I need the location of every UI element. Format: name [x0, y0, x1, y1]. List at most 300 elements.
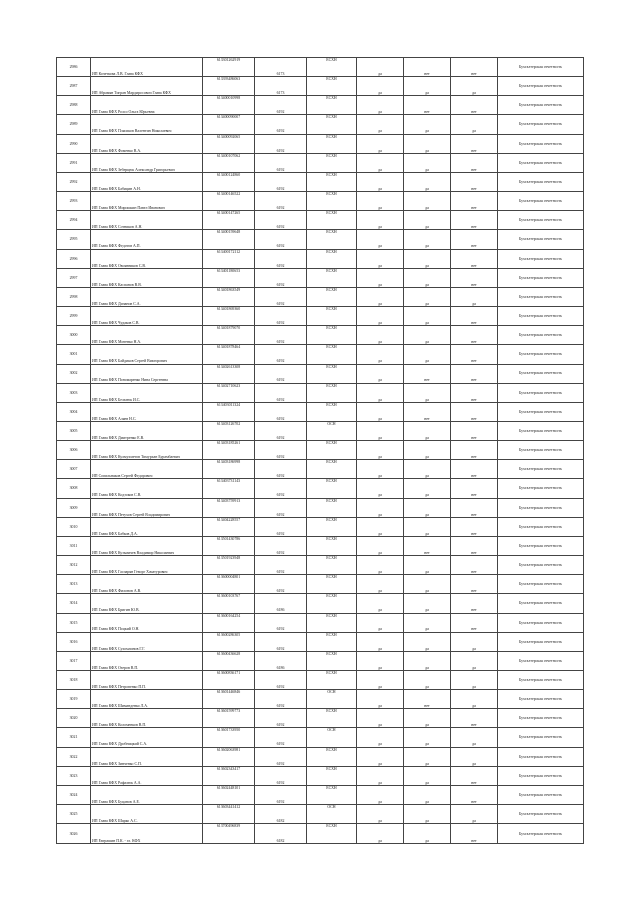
- inn: 613700496839: [203, 824, 255, 844]
- row-number: 3016: [57, 632, 91, 651]
- flag-b: нет: [404, 402, 451, 421]
- tax-office-code: 6192: [255, 268, 307, 287]
- tax-office-code: 6186: [255, 651, 307, 670]
- flag-a: да: [357, 728, 404, 747]
- tax-office-code: 6192: [255, 230, 307, 249]
- tax-office-code: 6192: [255, 785, 307, 804]
- report-type: Бухгалтерская отчетность: [498, 364, 584, 383]
- inn: 613403011324: [203, 402, 255, 421]
- tax-office-code: 6186: [255, 594, 307, 613]
- flag-b: да: [404, 115, 451, 134]
- flag-b: да: [404, 824, 451, 844]
- inn: 613400124860: [203, 172, 255, 191]
- flag-b: да: [404, 153, 451, 172]
- entity-name: ИП Глава КФХ Коломенков В.П.: [91, 709, 203, 728]
- inn: 613403731143: [203, 479, 255, 498]
- tax-office-code: 6192: [255, 192, 307, 211]
- flag-a: да: [357, 824, 404, 844]
- table-row: [57, 268, 584, 287]
- row-number: 3019: [57, 690, 91, 709]
- entity-name: ИП Глава КФХ Плясиков Валентин Николаевич: [91, 115, 203, 134]
- report-type: Бухгалтерская отчетность: [498, 651, 584, 670]
- flag-a: да: [357, 747, 404, 766]
- registry-table-sheet: [56, 57, 583, 844]
- tax-office-code: 6192: [255, 326, 307, 345]
- tax-office-code: 6192: [255, 479, 307, 498]
- flag-a: да: [357, 115, 404, 134]
- entity-name: ИП Глава КФХ Дробницкий С.А.: [91, 728, 203, 747]
- flag-c: да: [451, 805, 498, 824]
- tax-regime: ЕСХН: [307, 632, 357, 651]
- tax-regime: ОСН: [307, 728, 357, 747]
- report-type: Бухгалтерская отчетность: [498, 345, 584, 364]
- row-number: 3013: [57, 575, 91, 594]
- row-number: 3010: [57, 517, 91, 536]
- tax-office-code: 6192: [255, 115, 307, 134]
- entity-name: ИП Глава КФХ Филонов А.В.: [91, 575, 203, 594]
- tax-regime: ЕСХН: [307, 172, 357, 191]
- inn: 613600164254: [203, 613, 255, 632]
- report-type: Бухгалтерская отчетность: [498, 498, 584, 517]
- flag-b: да: [404, 383, 451, 402]
- report-type: Бухгалтерская отчетность: [498, 536, 584, 555]
- flag-c: нет: [451, 824, 498, 844]
- flag-b: да: [404, 172, 451, 191]
- table-row: [57, 728, 584, 747]
- table-row: [57, 249, 584, 268]
- row-number: 3004: [57, 402, 91, 421]
- entity-name: ИП Глава КФХ Буцанов А.Е.: [91, 785, 203, 804]
- entity-name: ИП Глава КФХ Кодзоков С.В.: [91, 479, 203, 498]
- row-number: 3023: [57, 766, 91, 785]
- report-type: Бухгалтерская отчетность: [498, 747, 584, 766]
- flag-b: нет: [404, 364, 451, 383]
- row-number: 2986: [57, 58, 91, 77]
- table-row: [57, 153, 584, 172]
- inn: 613400092065: [203, 134, 255, 153]
- tax-office-code: 6192: [255, 632, 307, 651]
- inn: 613401878464: [203, 345, 255, 364]
- flag-b: да: [404, 709, 451, 728]
- flag-c: нет: [451, 460, 498, 479]
- row-number: 2996: [57, 249, 91, 268]
- tax-regime: ЕСХН: [307, 134, 357, 153]
- flag-b: да: [404, 517, 451, 536]
- tax-office-code: 6182: [255, 824, 307, 844]
- entity-name: ИП Глава КФХ Поцкий О.Н.: [91, 613, 203, 632]
- tax-office-code: 6192: [255, 441, 307, 460]
- tax-office-code: 6192: [255, 96, 307, 115]
- inn: 613600436628: [203, 651, 255, 670]
- table-row: [57, 192, 584, 211]
- inn: 613501430786: [203, 536, 255, 555]
- flag-c: нет: [451, 479, 498, 498]
- entity-name: ИП Глава КФХ Кузьмичев Владимир Николаевич: [91, 536, 203, 555]
- entity-name: ИП Глава КФХ Шарко А.С.: [91, 805, 203, 824]
- inn: 613603441412: [203, 805, 255, 824]
- flag-a: да: [357, 249, 404, 268]
- flag-c: нет: [451, 383, 498, 402]
- row-number: 2991: [57, 153, 91, 172]
- tax-regime: ЕСХН: [307, 517, 357, 536]
- flag-b: нет: [404, 690, 451, 709]
- report-type: Бухгалтерская отчетность: [498, 613, 584, 632]
- tax-regime: ЕСХН: [307, 326, 357, 345]
- report-type: Бухгалтерская отчетность: [498, 556, 584, 575]
- tax-regime: ОСН: [307, 421, 357, 440]
- flag-b: да: [404, 421, 451, 440]
- report-type: Бухгалтерская отчетность: [498, 287, 584, 306]
- flag-b: да: [404, 230, 451, 249]
- flag-a: да: [357, 709, 404, 728]
- tax-regime: ЕСХН: [307, 58, 357, 77]
- flag-c: нет: [451, 556, 498, 575]
- flag-a: да: [357, 651, 404, 670]
- flag-a: да: [357, 613, 404, 632]
- flag-a: да: [357, 517, 404, 536]
- flag-c: нет: [451, 230, 498, 249]
- flag-c: нет: [451, 134, 498, 153]
- flag-b: да: [404, 728, 451, 747]
- inn: 613401180653: [203, 268, 255, 287]
- inn: 613403186998: [203, 460, 255, 479]
- row-number: 3025: [57, 805, 91, 824]
- row-number: 3001: [57, 345, 91, 364]
- row-number: 3014: [57, 594, 91, 613]
- tax-regime: ЕСХН: [307, 479, 357, 498]
- report-type: Бухгалтерская отчетность: [498, 690, 584, 709]
- entity-name: ИП Глава КФХ Шиманденко Л.А.: [91, 690, 203, 709]
- table-row: [57, 326, 584, 345]
- table-row: [57, 498, 584, 517]
- table-row: [57, 785, 584, 804]
- flag-c: нет: [451, 402, 498, 421]
- table-row: [57, 594, 584, 613]
- inn: 613601599773: [203, 709, 255, 728]
- table-row: [57, 671, 584, 690]
- flag-c: нет: [451, 153, 498, 172]
- report-type: Бухгалтерская отчетность: [498, 249, 584, 268]
- flag-a: да: [357, 345, 404, 364]
- table-row: [57, 613, 584, 632]
- table-row: [57, 77, 584, 96]
- table-row: [57, 307, 584, 326]
- tax-regime: ЕСХН: [307, 747, 357, 766]
- table-row: [57, 479, 584, 498]
- flag-a: да: [357, 326, 404, 345]
- inn: 613400107062: [203, 153, 255, 172]
- row-number: 3008: [57, 479, 91, 498]
- tax-regime: ЕСХН: [307, 498, 357, 517]
- tax-regime: ЕСХН: [307, 536, 357, 555]
- table-row: [57, 134, 584, 153]
- entity-name: ИП Глава КФХ Сухомлинов Г.Г.: [91, 632, 203, 651]
- entity-name: ИП Глава КФХ Гаспарян Геворг Хачатурович: [91, 556, 203, 575]
- entity-name: ИП Глава КФХ Кулмухметов Тимурхан Бурамбаевич: [91, 441, 203, 460]
- flag-b: да: [404, 575, 451, 594]
- row-number: 2988: [57, 96, 91, 115]
- report-type: Бухгалтерская отчетность: [498, 671, 584, 690]
- tax-regime: ЕСХН: [307, 671, 357, 690]
- inn: 613393486063: [203, 77, 255, 96]
- tax-office-code: 6192: [255, 460, 307, 479]
- flag-b: да: [404, 287, 451, 306]
- inn: 613403759913: [203, 498, 255, 517]
- tax-office-code: 6192: [255, 690, 307, 709]
- entity-name: ИП Глава КФХ Бабицин А.Н.: [91, 172, 203, 191]
- flag-a: да: [357, 230, 404, 249]
- table-row: [57, 383, 584, 402]
- tax-regime: ЕСХН: [307, 460, 357, 479]
- flag-a: да: [357, 575, 404, 594]
- entity-name: ИП Глава КФХ Петровенко П.П.: [91, 671, 203, 690]
- entity-name: ИП Глава КФХ Мирошкин Павел Иванович: [91, 192, 203, 211]
- tax-regime: ЕСХН: [307, 230, 357, 249]
- tax-office-code: 6192: [255, 709, 307, 728]
- flag-a: да: [357, 479, 404, 498]
- flag-a: да: [357, 556, 404, 575]
- inn: 613401863549: [203, 287, 255, 306]
- inn: 613301262919: [203, 58, 255, 77]
- flag-c: нет: [451, 307, 498, 326]
- flag-b: да: [404, 345, 451, 364]
- inn: 613600004801: [203, 575, 255, 594]
- tax-office-code: 6192: [255, 747, 307, 766]
- tax-regime: ЕСХН: [307, 613, 357, 632]
- row-number: 2987: [57, 77, 91, 96]
- tax-regime: ЕСХН: [307, 153, 357, 172]
- tax-regime: ЕСХН: [307, 594, 357, 613]
- inn: 613601446846: [203, 690, 255, 709]
- flag-c: нет: [451, 575, 498, 594]
- report-type: Бухгалтерская отчетность: [498, 211, 584, 230]
- tax-office-code: 6192: [255, 211, 307, 230]
- flag-b: нет: [404, 58, 451, 77]
- flag-c: нет: [451, 594, 498, 613]
- report-type: Бухгалтерская отчетность: [498, 115, 584, 134]
- table-row: [57, 766, 584, 785]
- tax-regime: ЕСХН: [307, 824, 357, 844]
- flag-a: да: [357, 96, 404, 115]
- tax-office-code: 6192: [255, 402, 307, 421]
- report-type: Бухгалтерская отчетность: [498, 153, 584, 172]
- flag-b: да: [404, 479, 451, 498]
- tax-office-code: 6192: [255, 671, 307, 690]
- table-row: [57, 441, 584, 460]
- flag-c: да: [451, 747, 498, 766]
- table-row: [57, 536, 584, 555]
- table-row: [57, 575, 584, 594]
- flag-c: да: [451, 690, 498, 709]
- tax-regime: ЕСХН: [307, 287, 357, 306]
- report-type: Бухгалтерская отчетность: [498, 460, 584, 479]
- flag-a: да: [357, 421, 404, 440]
- flag-c: нет: [451, 517, 498, 536]
- entity-name: ИП Глава КФХ Ролсо Ольга Юрьевна: [91, 96, 203, 115]
- tax-regime: ЕСХН: [307, 307, 357, 326]
- entity-name: ИП Глава КФХ Каспанов В.В.: [91, 268, 203, 287]
- tax-regime: ЕСХН: [307, 766, 357, 785]
- inn: 613400172112: [203, 249, 255, 268]
- tax-office-code: 6192: [255, 383, 307, 402]
- table-row: [57, 460, 584, 479]
- report-type: Бухгалтерская отчетность: [498, 479, 584, 498]
- flag-b: да: [404, 498, 451, 517]
- report-type: Бухгалтерская отчетность: [498, 230, 584, 249]
- entity-name: ИП Сопильняков Сергей Федорович: [91, 460, 203, 479]
- tax-office-code: 6192: [255, 575, 307, 594]
- flag-c: нет: [451, 172, 498, 191]
- entity-name: ИП Глава КФХ Байдиков Сергей Викторович: [91, 345, 203, 364]
- flag-a: да: [357, 134, 404, 153]
- row-number: 2993: [57, 192, 91, 211]
- inn: 613601733950: [203, 728, 255, 747]
- report-type: Бухгалтерская отчетность: [498, 517, 584, 536]
- tax-regime: ЕСХН: [307, 556, 357, 575]
- row-number: 2998: [57, 287, 91, 306]
- inn: 613400010998: [203, 96, 255, 115]
- flag-c: нет: [451, 192, 498, 211]
- tax-regime: ЕСХН: [307, 364, 357, 383]
- flag-c: да: [451, 115, 498, 134]
- entity-name: ИП Глава КФХ Бригин Ю.В.: [91, 594, 203, 613]
- flag-a: да: [357, 460, 404, 479]
- table-row: [57, 632, 584, 651]
- inn: 613400090007: [203, 115, 255, 134]
- tax-regime: ЕСХН: [307, 785, 357, 804]
- flag-a: да: [357, 268, 404, 287]
- flag-b: да: [404, 613, 451, 632]
- inn: 613403185261: [203, 441, 255, 460]
- inn: 613400147265: [203, 211, 255, 230]
- report-type: Бухгалтерская отчетность: [498, 575, 584, 594]
- flag-b: да: [404, 307, 451, 326]
- tax-regime: ЕСХН: [307, 575, 357, 594]
- inn: 613602448101: [203, 785, 255, 804]
- flag-a: да: [357, 594, 404, 613]
- flag-c: нет: [451, 364, 498, 383]
- report-type: Бухгалтерская отчетность: [498, 134, 584, 153]
- tax-office-code: 6192: [255, 287, 307, 306]
- tax-office-code: 6173: [255, 58, 307, 77]
- tax-office-code: 6192: [255, 153, 307, 172]
- table-body: [57, 58, 584, 844]
- inn: 613402613308: [203, 364, 255, 383]
- tax-office-code: 6192: [255, 498, 307, 517]
- entity-name: ИП Глава КФХ Овсянников С.В.: [91, 249, 203, 268]
- tax-office-code: 6192: [255, 364, 307, 383]
- tax-regime: ЕСХН: [307, 249, 357, 268]
- report-type: Бухгалтерская отчетность: [498, 172, 584, 191]
- tax-regime: ЕСХН: [307, 402, 357, 421]
- flag-c: нет: [451, 326, 498, 345]
- flag-c: да: [451, 728, 498, 747]
- flag-c: нет: [451, 441, 498, 460]
- tax-office-code: 6192: [255, 728, 307, 747]
- table-row: [57, 421, 584, 440]
- row-number: 3005: [57, 421, 91, 440]
- tax-regime: ЕСХН: [307, 441, 357, 460]
- row-number: 3021: [57, 728, 91, 747]
- table-row: [57, 690, 584, 709]
- table-row: [57, 651, 584, 670]
- table-row: [57, 709, 584, 728]
- inn: 613600836171: [203, 671, 255, 690]
- flag-c: нет: [451, 613, 498, 632]
- row-number: 3026: [57, 824, 91, 844]
- entity-name: ИП Глава КФХ Дичанов С.А.: [91, 287, 203, 306]
- table-row: [57, 402, 584, 421]
- tax-office-code: 6192: [255, 249, 307, 268]
- table-row: [57, 172, 584, 191]
- inn: 613400146522: [203, 192, 255, 211]
- row-number: 2989: [57, 115, 91, 134]
- inn: 613602343417: [203, 766, 255, 785]
- tax-office-code: 6192: [255, 556, 307, 575]
- report-type: Бухгалтерская отчетность: [498, 632, 584, 651]
- tax-office-code: 6192: [255, 517, 307, 536]
- tax-regime: ЕСХН: [307, 709, 357, 728]
- flag-c: нет: [451, 785, 498, 804]
- tax-regime: ОСН: [307, 805, 357, 824]
- report-type: Бухгалтерская отчетность: [498, 421, 584, 440]
- flag-b: да: [404, 651, 451, 670]
- flag-b: да: [404, 460, 451, 479]
- entity-name: ИП Глава КФХ Чудаков С.В.: [91, 307, 203, 326]
- tax-office-code: 6173: [255, 77, 307, 96]
- flag-c: да: [451, 651, 498, 670]
- inn: 613403126702: [203, 421, 255, 440]
- flag-a: да: [357, 690, 404, 709]
- row-number: 3015: [57, 613, 91, 632]
- tax-office-code: 6182: [255, 805, 307, 824]
- table-row: [57, 230, 584, 249]
- table-row: [57, 287, 584, 306]
- flag-a: да: [357, 77, 404, 96]
- table-row: [57, 211, 584, 230]
- flag-b: да: [404, 805, 451, 824]
- flag-c: нет: [451, 211, 498, 230]
- row-number: 2992: [57, 172, 91, 191]
- row-number: 2997: [57, 268, 91, 287]
- report-type: Бухгалтерская отчетность: [498, 785, 584, 804]
- flag-a: да: [357, 632, 404, 651]
- tax-office-code: 6192: [255, 766, 307, 785]
- entity-name: ИП Глава КФХ Дмитренко Е.В.: [91, 421, 203, 440]
- flag-c: нет: [451, 58, 498, 77]
- row-number: 3022: [57, 747, 91, 766]
- tax-regime: ЕСХН: [307, 115, 357, 134]
- flag-a: да: [357, 172, 404, 191]
- tax-regime: ЕСХН: [307, 345, 357, 364]
- flag-b: да: [404, 594, 451, 613]
- report-type: Бухгалтерская отчетность: [498, 77, 584, 96]
- flag-c: да: [451, 77, 498, 96]
- flag-b: да: [404, 632, 451, 651]
- entity-name: ИП Абрамян Тигран Мардиросович Глава КФХ: [91, 77, 203, 96]
- table-row: [57, 96, 584, 115]
- row-number: 2995: [57, 230, 91, 249]
- flag-a: да: [357, 671, 404, 690]
- report-type: Бухгалтерская отчетность: [498, 96, 584, 115]
- flag-c: нет: [451, 345, 498, 364]
- entity-name: ИП Глава КФХ Зеберцюк Александр Григорьевич: [91, 153, 203, 172]
- flag-b: да: [404, 249, 451, 268]
- row-number: 3000: [57, 326, 91, 345]
- inn: 613401869360: [203, 307, 255, 326]
- row-number: 3009: [57, 498, 91, 517]
- row-number: 3012: [57, 556, 91, 575]
